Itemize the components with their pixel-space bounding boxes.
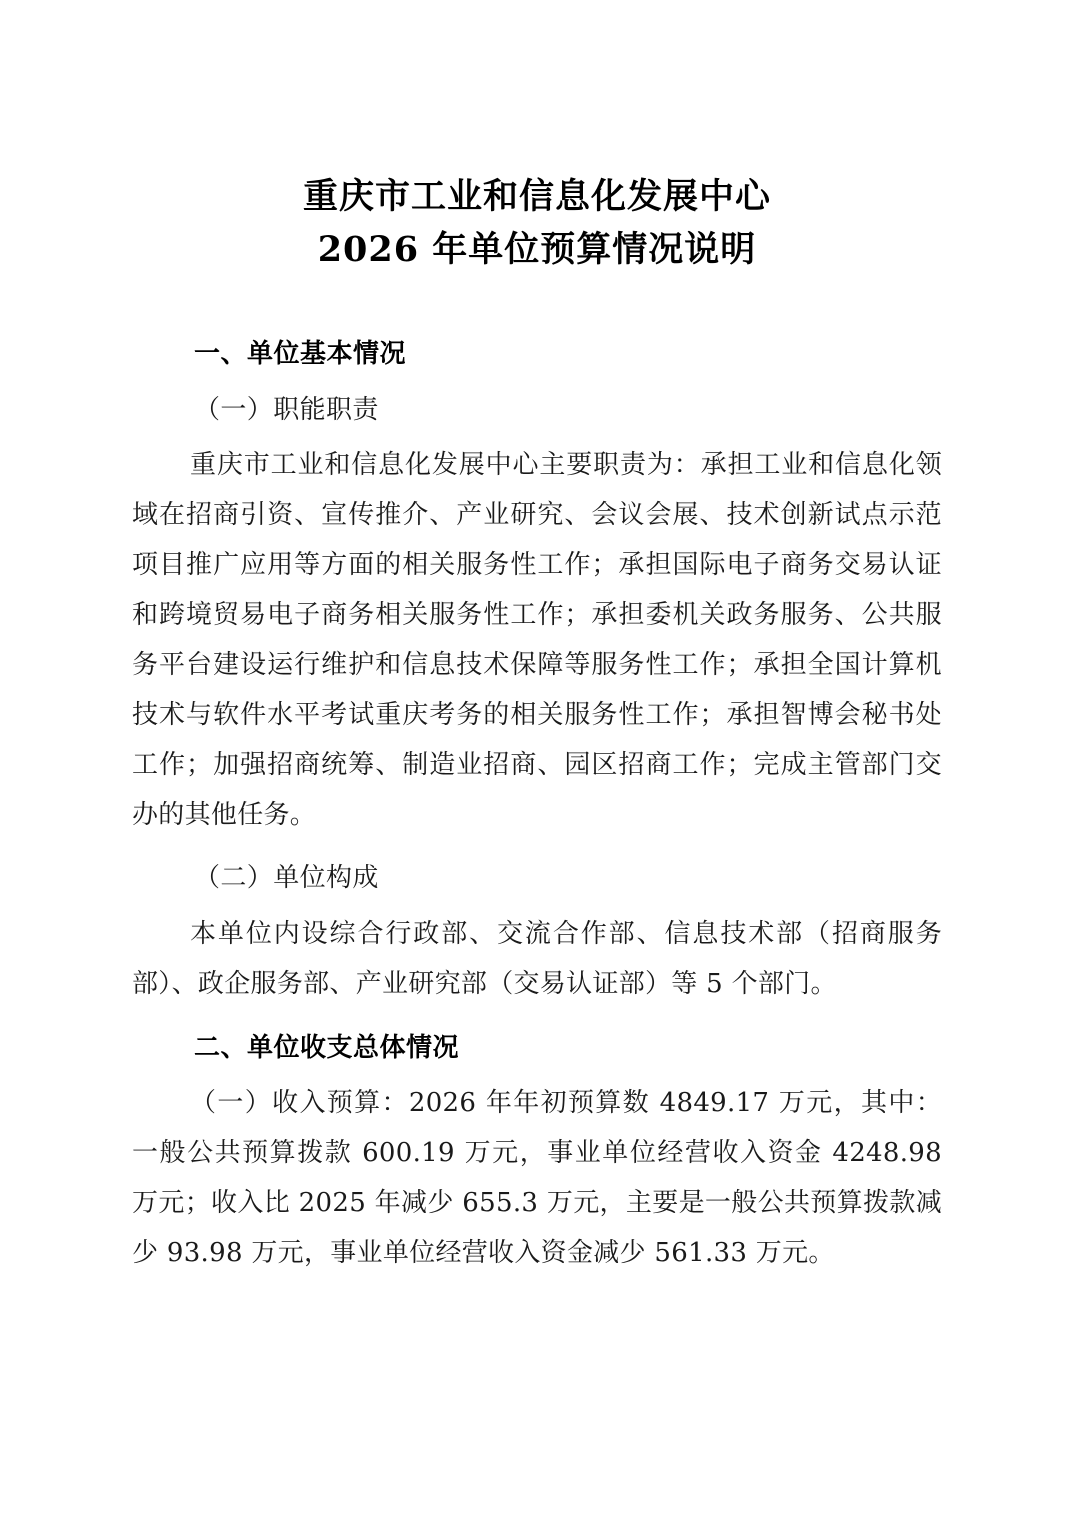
page-title [132, 170, 942, 276]
paragraph-duties: 重庆市工业和信息化发展中心主要职责为：承担工业和信息化领域在招商引资、宣传推介、产业研究、会议会展、技术创新试点示范项目推广应用等方面的相关服务性工作；承担国际电子商务交易认证和跨境贸易电子商务相关服务性工作；承担委机关政务服务、公共服务平台建设运行维护和信息技术保障等服务性工作；承担全国计算机技术与软件水平考试重庆考务的相关服务性工作；承担智博会秘书处工作；加强招商统筹、制造业招商、园区招商工作；完成主管部门交办的其他任务。 [132, 450, 942, 830]
paragraph-revenue-budget: （一）收入预算：2026 年年初预算数 4849.17 万元，其中：一般公共预算拨款 600.19 万元，事业单位经营收入资金 4248.98 万元；收入比 2025 年减少 655.3 万元，主要是一般公共预算拨款减少 93.98 万元，事业单位经营收入资金减少 561.33 万元。 [132, 1088, 942, 1268]
page-title-line-2: 2026 年单位预算情况说明 [317, 229, 757, 271]
spacer [132, 1010, 942, 1024]
section-heading-1: 一、单位基本情况 [194, 339, 407, 370]
page-title-line-1: 重庆市工业和信息化发展中心 [302, 176, 771, 217]
title-body-spacer [132, 276, 942, 330]
paragraph-composition: 本单位内设综合行政部、交流合作部、信息技术部（招商服务部）、政企服务部、产业研究部（交易认证部）等 5 个部门。 [132, 918, 942, 999]
subsection-heading-1-2: （二）单位构成 [194, 863, 379, 894]
section-heading-2: 二、单位收支总体情况 [194, 1032, 460, 1063]
subsection-heading-1-1: （一）职能职责 [194, 394, 379, 425]
spacer [132, 840, 942, 854]
